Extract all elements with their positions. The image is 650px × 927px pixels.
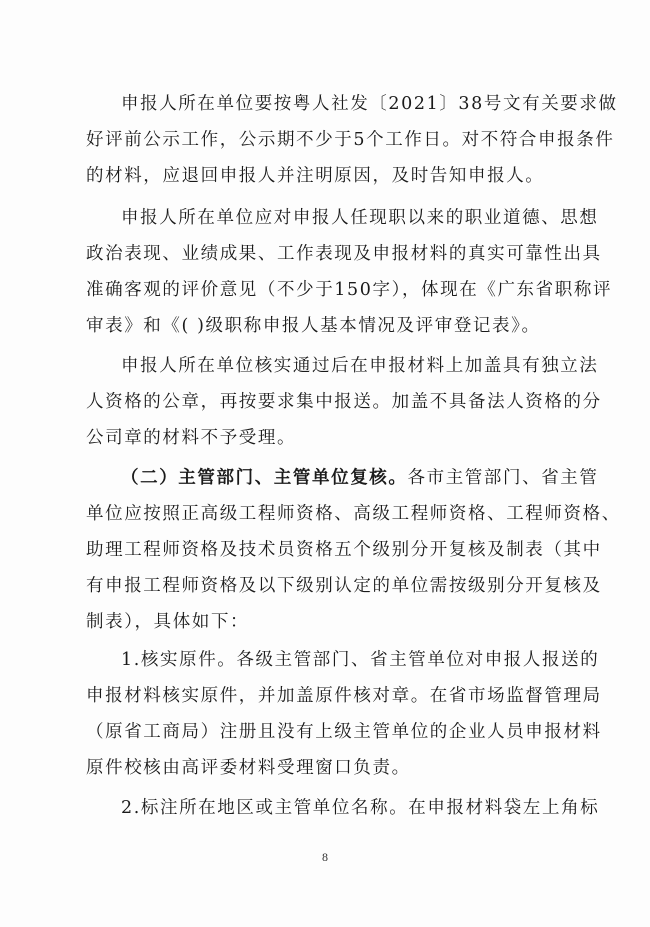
text-line: 公司章的材料不予受理。 <box>86 428 297 448</box>
text-line: 有申报工程师资格及以下级别认定的单位需按级别分开复核及 <box>86 576 602 596</box>
paragraph-evaluation <box>86 200 613 344</box>
text-line: 准确客观的评价意见（不少于150字），体现在《广东省职称评 <box>86 280 613 300</box>
text-line: 申报人所在单位应对申报人任现职以来的职业道德、思想 <box>121 208 599 228</box>
text-line: 政治表现、业绩成果、工作表现及申报材料的真实可靠性出具 <box>86 244 602 264</box>
text-line: 好评前公示工作，公示期不少于5个工作日。对不符合申报条件 <box>86 130 615 150</box>
text-line: 的材料，应退回申报人并注明原因，及时告知申报人。 <box>86 166 545 186</box>
text-line: 2.标注所在地区或主管单位名称。在申报材料袋左上角标 <box>121 798 600 818</box>
text-line: 助理工程师资格及技术员资格五个级别分开复核及制表（其中 <box>86 540 602 560</box>
text-line: 申报人所在单位核实通过后在申报材料上加盖具有独立法 <box>121 356 599 376</box>
text-line: 单位应按照正高级工程师资格、高级工程师资格、工程师资格、 <box>86 504 621 524</box>
text-line: 制表），具体如下： <box>86 612 250 632</box>
paragraph-seal <box>86 348 602 456</box>
section-heading: （二）主管部门、主管单位复核。 <box>121 468 408 488</box>
paragraph-item-one <box>86 642 602 786</box>
text-line: 申报人所在单位要按粤人社发〔2021〕38号文有关要求做 <box>121 94 618 114</box>
text-line: （原省工商局）注册且没有上级主管单位的企业人员申报材料 <box>86 722 602 742</box>
text-line <box>86 460 599 496</box>
paragraph-section-two <box>86 460 621 640</box>
text-line: 审表》和《( )级职称申报人基本情况及评审登记表》。 <box>86 316 541 336</box>
text-line: 原件校核由高评委材料受理窗口负责。 <box>86 758 411 778</box>
text-line: 人资格的公章，再按要求集中报送。加盖不具备法人资格的分 <box>86 392 602 412</box>
paragraph-item-two <box>86 790 600 826</box>
text-line: 申报材料核实原件，并加盖原件核对章。在省市场监督管理局 <box>86 686 602 706</box>
text-line: 1.核实原件。各级主管部门、省主管单位对申报人报送的 <box>121 650 600 670</box>
paragraph-publicity <box>86 86 618 194</box>
page-number: 8 <box>322 850 328 864</box>
text-run: 各市主管部门、省主管 <box>407 468 599 488</box>
